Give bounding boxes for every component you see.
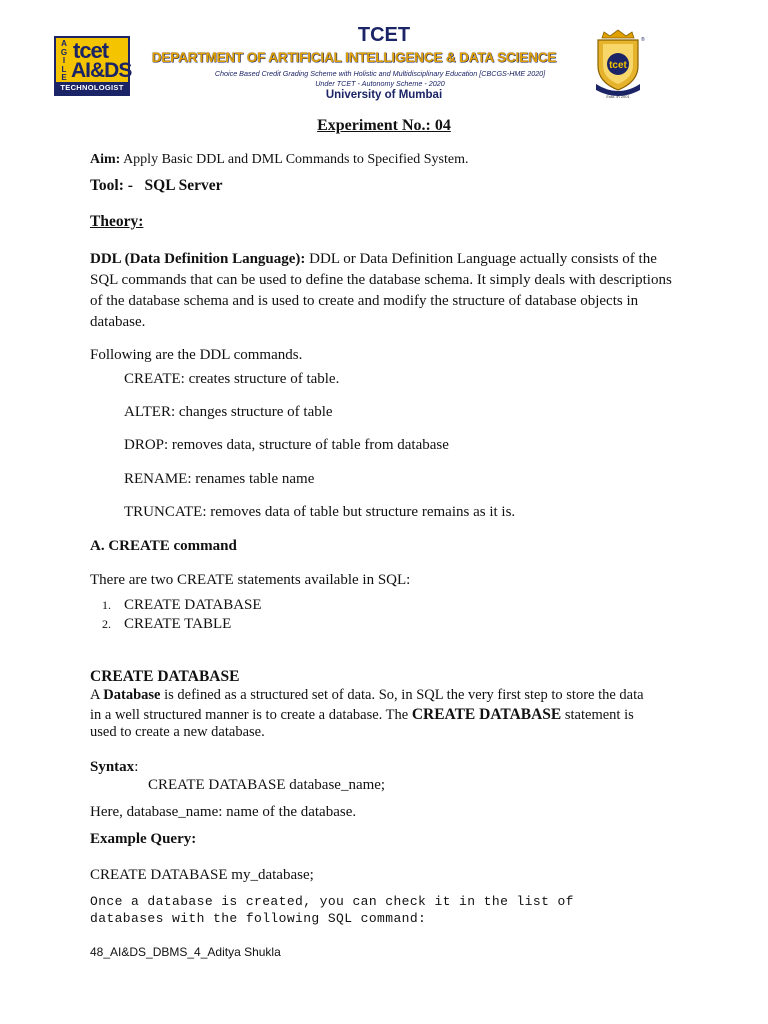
aim-text: Apply Basic DDL and DML Commands to Specified System. (123, 152, 469, 167)
list-number-1: 1. (102, 598, 111, 612)
ddl-command-rename: RENAME: renames table name (124, 471, 315, 487)
text-run: in a well structured manner is to create a database. The (90, 707, 412, 723)
crest-tcet-text: tcet (609, 60, 627, 71)
ddl-heading: DDL (Data Definition Language): (90, 251, 306, 267)
ddl-paragraph-line-1 (90, 249, 657, 270)
create-command-heading: A. CREATE command (90, 538, 237, 554)
header-title: TCET (357, 24, 411, 46)
registered-mark: ® (641, 37, 645, 43)
ddl-paragraph-line-4: database. (90, 314, 146, 330)
monospace-line-1: Once a database is created, you can check it in the list of (90, 894, 574, 909)
experiment-title: Experiment No.: 04 (317, 117, 451, 134)
syntax-line (90, 757, 138, 778)
monospace-line-2: databases with the following SQL command: (90, 911, 427, 926)
create-database-term: CREATE DATABASE (411, 706, 562, 723)
logo-tcet-text: tcet (73, 38, 109, 63)
text-run: A (90, 687, 104, 703)
create-database-para-line-1 (90, 685, 644, 706)
text-run: is defined as a structured set of data. So, in SQL the very first step to store the data (160, 687, 644, 703)
ddl-intro: Following are the DDL commands. (90, 347, 303, 363)
tool-line: Tool: - SQL Server (90, 177, 223, 194)
tcet-crest-logo (590, 28, 646, 100)
create-command-intro: There are two CREATE statements available in SQL: (90, 572, 411, 588)
create-database-heading: CREATE DATABASE (90, 668, 240, 685)
ddl-paragraph-line-2: SQL commands that can be used to define the database schema. It simply deals with descriptions (90, 272, 672, 288)
here-explanation: Here, database_name: name of the database. (90, 804, 357, 820)
cbcs-line: Choice Based Credit Grading Scheme with Holistic and Multidisciplinary Education [CBCGS-HME 2020] (214, 69, 546, 78)
database-term: Database (103, 687, 161, 703)
ddl-command-create: CREATE: creates structure of table. (124, 371, 340, 387)
ddl-command-alter: ALTER: changes structure of table (124, 404, 333, 420)
list-item-create-database: CREATE DATABASE (124, 597, 262, 613)
aim-label: Aim: (90, 152, 121, 167)
department-name: DEPARTMENT OF ARTIFICIAL INTELLIGENCE & DATA SCIENCE (151, 50, 557, 65)
example-query-label: Example Query: (90, 831, 197, 847)
aim-line (90, 149, 469, 170)
syntax-label: Syntax (90, 759, 135, 775)
crest-estd-text: Estd. in 2001 (606, 94, 630, 99)
ddl-paragraph-line-3: of the database schema and is used to create and modify the structure of database objects in (90, 293, 639, 309)
logo-aids-text: AI&DS (71, 59, 132, 82)
logo-technologist-text: TECHNOLOGIST (56, 82, 128, 94)
theory-heading: Theory: (90, 213, 144, 230)
autonomy-line: Under TCET - Autonomy Scheme - 2020 (315, 79, 445, 88)
list-item-create-table: CREATE TABLE (124, 616, 232, 632)
syntax-colon: : (134, 759, 139, 775)
list-number-2: 2. (102, 617, 111, 631)
example-query-code: CREATE DATABASE my_database; (90, 867, 314, 883)
page-footer: 48_AI&DS_DBMS_4_Aditya Shukla (90, 945, 281, 959)
text-run: statement is (561, 707, 634, 723)
ddl-command-truncate: TRUNCATE: removes data of table but structure remains as it is. (124, 504, 516, 520)
syntax-code: CREATE DATABASE database_name; (148, 777, 386, 793)
ddl-command-drop: DROP: removes data, structure of table from database (124, 437, 449, 453)
create-database-para-line-3: used to create a new database. (90, 724, 265, 740)
logo-agile-text: A G I L E (60, 39, 68, 83)
ddl-line-1-rest: DDL or Data Definition Language actually consists of the (309, 251, 657, 267)
university-name: University of Mumbai (325, 89, 443, 101)
